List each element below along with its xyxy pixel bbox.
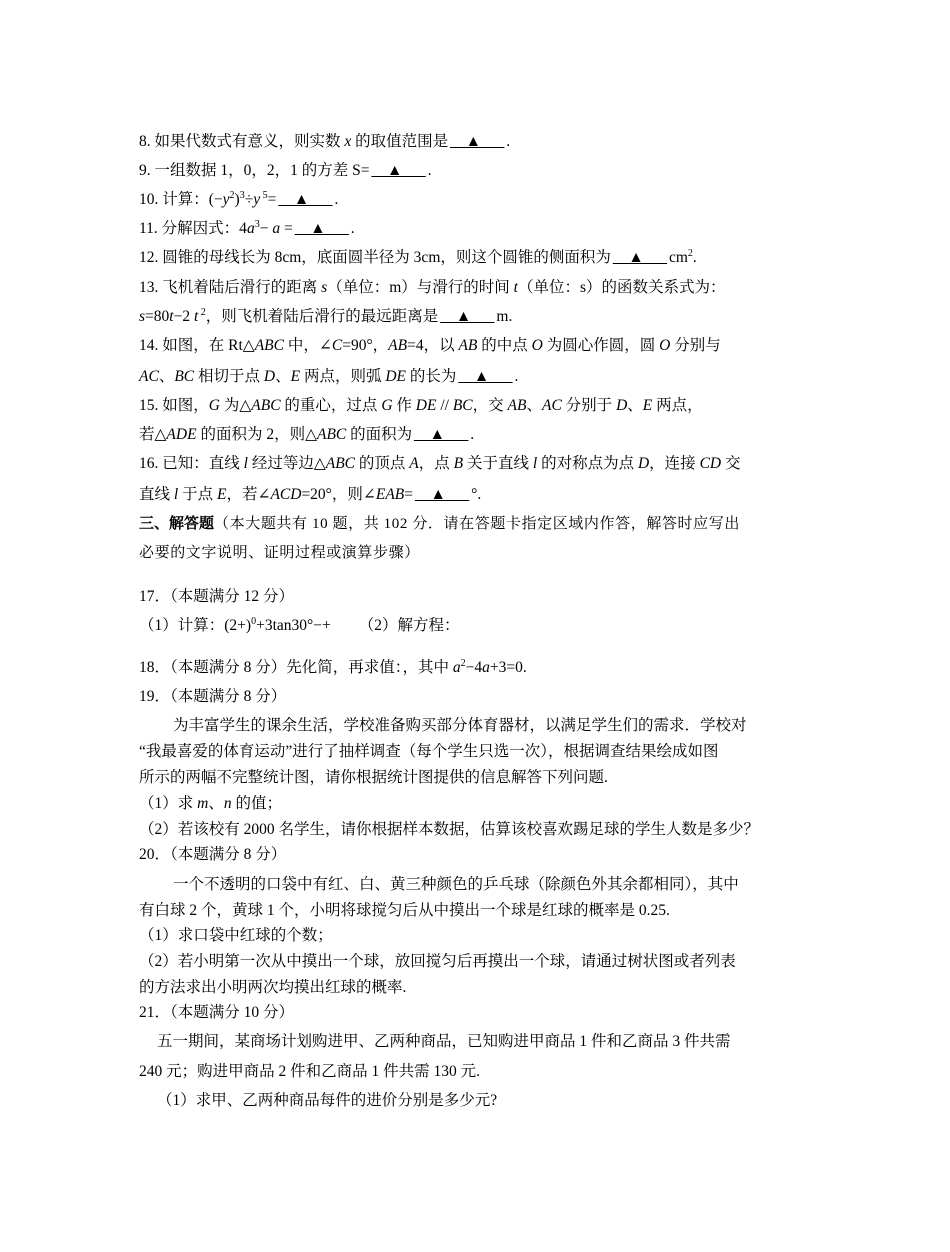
q16-text: =	[404, 486, 414, 503]
q19-var: m	[197, 795, 209, 812]
q15-var: ABC	[316, 426, 347, 443]
q19-text: （1）求	[139, 795, 198, 812]
q15-var: G	[381, 397, 393, 414]
q8-var: x	[344, 133, 352, 150]
answer-blank: __▲___	[278, 191, 333, 208]
q13-var: t	[513, 279, 518, 296]
q15-text: 、	[627, 397, 643, 414]
q15-text: 分别于	[561, 397, 617, 414]
q15-end: .	[470, 426, 475, 443]
q19-text: 的值；	[231, 795, 282, 812]
q16-end: °.	[471, 486, 482, 503]
q10-var: y	[253, 191, 261, 208]
question-13-line2	[139, 307, 512, 327]
q14-text: 的中点	[477, 337, 532, 354]
q13-text: ，则飞机着陆后滑行的最远距离是	[205, 308, 439, 325]
answer-blank: __▲___	[440, 308, 495, 325]
answer-blank: __▲___	[294, 220, 349, 237]
q15-text: 若△	[139, 426, 167, 443]
q16-text: ，若∠	[226, 486, 271, 503]
question-15-line1	[139, 396, 703, 416]
q15-text: 的面积为	[346, 426, 413, 443]
q13-var: t	[169, 308, 174, 325]
q10-text: =	[267, 191, 277, 208]
q9-text: 9. 一组数据 1，0，2，1 的方差 S=	[139, 162, 370, 179]
q20-sub2: 的方法求出小明两次均摸出红球的概率.	[139, 979, 407, 996]
q10-var: y	[222, 191, 230, 208]
q10-exp: 2	[229, 190, 235, 201]
q15-text: 的重心，过点	[280, 397, 382, 414]
q14-var: AB	[458, 337, 478, 354]
q8-text: 8. 如果代数式有意义，则实数	[139, 133, 345, 150]
q8-text-post: 的取值范围是	[351, 133, 449, 150]
q18-var: a	[452, 659, 461, 676]
q19-para: 所示的两幅不完整统计图，请你根据统计图提供的信息解答下列问题.	[139, 769, 608, 786]
q13-var: s	[139, 308, 146, 325]
q15-text: 15. 如图，	[139, 397, 209, 414]
q8-end: .	[506, 133, 511, 150]
q13-var: s	[321, 279, 328, 296]
question-21-header: 21．（本题满分 10 分）	[139, 1004, 295, 1021]
q15-var: DE	[415, 397, 437, 414]
q13-exp: 2	[198, 307, 206, 318]
q15-var: ADE	[166, 426, 197, 443]
answer-blank: __▲___	[371, 162, 426, 179]
q21-para: 五一期间，某商场计划购进甲、乙两种商品，已知购进甲商品 1 件和乙商品 3 件共需	[157, 1033, 731, 1050]
q14-var: E	[290, 368, 301, 385]
q16-var: CD	[699, 455, 722, 472]
q16-var: l	[173, 486, 179, 503]
q16-text: ，连接	[649, 455, 700, 472]
q12-unit: cm	[668, 249, 688, 266]
section-3-desc-line2	[139, 543, 420, 563]
q14-text: 中，∠	[283, 337, 332, 354]
q10-text: )	[234, 191, 240, 208]
q19-sub2: （2）若该校有 2000 名学生，请你根据样本数据，估算该校喜欢踢足球的学生人数是多少？	[139, 821, 760, 838]
q13-text: （单位：s）的函数关系式为：	[517, 279, 726, 296]
q14-text: =4，以	[407, 337, 459, 354]
q15-text: 作	[392, 397, 416, 414]
q13-text: 13. 飞机着陆后滑行的距离	[139, 279, 322, 296]
q14-var: O	[531, 337, 543, 354]
q9-end: .	[427, 162, 432, 179]
q13-text: −2	[173, 308, 194, 325]
q19-text: 、	[208, 795, 224, 812]
answer-blank: __▲___	[415, 486, 470, 503]
q11-end: .	[350, 220, 355, 237]
q16-text: 经过等边△	[247, 455, 326, 472]
q16-text: =20°，则∠	[301, 486, 376, 503]
q13-text: （单位：m）与滑行的时间	[327, 279, 514, 296]
question-14-line2	[139, 367, 518, 387]
q19-sub1	[139, 794, 282, 814]
q14-text: 相切于点	[194, 368, 264, 385]
q14-text: 14. 如图，在 Rt△	[139, 337, 255, 354]
question-18	[139, 658, 527, 678]
question-19-header: 19．（本题满分 8 分）	[139, 688, 287, 705]
q18-var: a	[482, 659, 490, 676]
q11-var: a	[246, 220, 255, 237]
q20-sub1: （1）求口袋中红球的个数；	[139, 927, 333, 944]
q16-text: 的顶点	[355, 455, 410, 472]
q15-var: AB	[507, 397, 527, 414]
q11-var: a	[272, 220, 281, 237]
q14-var: C	[331, 337, 343, 354]
q16-text: 交	[721, 455, 741, 472]
q15-text: //	[436, 397, 453, 414]
q16-var: l	[532, 455, 538, 472]
question-15-line2	[139, 425, 474, 445]
question-11	[139, 219, 355, 239]
q16-text: 16. 已知：直线	[139, 455, 244, 472]
question-20-header: 20．（本题满分 8 分）	[139, 846, 287, 863]
q18-text: +3=0.	[489, 659, 527, 676]
q14-var: O	[659, 337, 671, 354]
q17-part1: +3tan30°−+	[256, 617, 331, 634]
question-14-line1	[139, 336, 721, 356]
q19-para: 为丰富学生的课余生活，学校准备购买部分体育器材，以满足学生们的需求．学校对	[173, 717, 747, 734]
q15-text: 为△	[219, 397, 252, 414]
q16-text: 直线	[139, 486, 174, 503]
q12-text: 12. 圆锥的母线长为 8cm，底面圆半径为 3cm，则这个圆锥的侧面积为	[139, 249, 611, 266]
q10-end: .	[334, 191, 339, 208]
question-17-parts	[139, 616, 459, 636]
q14-text: 两点，则弧	[300, 368, 386, 385]
q13-var: t	[193, 308, 199, 325]
q16-var: EAB	[375, 486, 405, 503]
q10-exp: 5	[260, 190, 268, 201]
answer-blank: __▲___	[612, 249, 667, 266]
q15-text: 、	[526, 397, 542, 414]
q14-var: D	[263, 368, 276, 385]
q20-para: 一个不透明的口袋中有红、白、黄三种颜色的乒乓球（除颜色外其余都相同），其中	[173, 876, 739, 893]
q11-text: −	[259, 220, 273, 237]
q15-var: G	[208, 397, 220, 414]
q16-text: 的对称点为点	[537, 455, 638, 472]
q21-para: 240 元；购进甲商品 2 件和乙商品 1 件共需 130 元.	[139, 1063, 481, 1080]
q10-text: 10. 计算：(−	[139, 191, 223, 208]
q12-exp: 2	[687, 248, 693, 259]
q20-para: 有白球 2 个，黄球 1 个，小明将球搅匀后从中摸出一个球是红球的概率是 0.25.	[139, 902, 670, 919]
q21-sub1: （1）求甲、乙两种商品每件的进价分别是多少元?	[157, 1092, 498, 1109]
q14-text: 分别与	[670, 337, 721, 354]
q10-text: ÷	[244, 191, 254, 208]
q16-var: l	[243, 455, 248, 472]
question-16-line2	[139, 485, 481, 505]
q14-text: 、	[275, 368, 291, 385]
q18-exp: 2	[460, 658, 466, 669]
section-desc: 必要的文字说明、证明过程或演算步骤）	[139, 545, 420, 561]
answer-blank: __▲___	[450, 133, 505, 150]
q14-var: DE	[385, 368, 407, 385]
q16-text: 关于直线	[463, 455, 533, 472]
answer-blank: __▲___	[414, 426, 469, 443]
question-8	[139, 132, 510, 152]
q14-var: BC	[174, 368, 195, 385]
section-desc: （本大题共有 10 题，共 102 分．请在答题卡指定区域内作答，解答时应写出	[214, 516, 740, 532]
q10-exp: 3	[239, 190, 245, 201]
q15-text: 两点，	[652, 397, 703, 414]
q15-var: AC	[541, 397, 562, 414]
q16-var: B	[453, 455, 464, 472]
question-10	[139, 190, 338, 210]
q15-text: 的面积为 2，则△	[196, 426, 317, 443]
q16-var: A	[409, 455, 419, 472]
q14-var: ABC	[254, 337, 284, 354]
q14-var: AC	[139, 368, 159, 385]
q14-text: 为圆心作圆，圆	[542, 337, 660, 354]
q14-var: AB	[388, 337, 408, 354]
q14-text: 的长为	[406, 368, 457, 385]
question-9	[139, 161, 431, 181]
q17-exp: 0	[251, 616, 257, 627]
q15-var: BC	[452, 397, 473, 414]
q12-end: .	[692, 249, 697, 266]
q16-var: E	[216, 486, 227, 503]
q13-end: m.	[496, 308, 513, 325]
q19-var: n	[223, 795, 232, 812]
question-13-line1	[139, 278, 725, 298]
q18-text: 18．（本题满分 8 分）先化简，再求值：，其中	[139, 659, 453, 676]
q15-var: E	[642, 397, 653, 414]
q16-text: 于点	[178, 486, 217, 503]
question-16-line1	[139, 454, 741, 474]
q15-var: D	[616, 397, 628, 414]
q15-text: ，交	[472, 397, 508, 414]
q13-text: =80	[145, 308, 170, 325]
q16-text: ，点	[418, 455, 454, 472]
section-title: 三、解答题	[139, 516, 215, 532]
q11-text: =	[280, 220, 293, 237]
q18-text: −4	[465, 659, 483, 676]
answer-blank: __▲___	[458, 368, 513, 385]
q17-part1: （1）计算：(2+)	[139, 617, 252, 634]
question-17-header: 17．（本题满分 12 分）	[139, 588, 295, 605]
q11-text: 11. 分解因式：4	[139, 220, 247, 237]
q14-end: .	[514, 368, 519, 385]
q19-para: “我最喜爱的体育运动”进行了抽样调查（每个学生只选一次），根据调查结果绘成如图	[139, 743, 719, 760]
section-3-header	[139, 514, 740, 534]
question-12	[139, 248, 697, 268]
q14-text: =90°，	[342, 337, 389, 354]
q16-var: D	[637, 455, 650, 472]
q16-var: ACD	[270, 486, 302, 503]
q16-var: ABC	[325, 455, 356, 472]
q11-exp: 3	[254, 219, 260, 230]
q20-sub2: （2）若小明第一次从中摸出一个球，放回搅匀后再摸出一个球，请通过树状图或者列表	[139, 953, 736, 970]
q17-part2: （2）解方程：	[358, 617, 460, 634]
q14-text: 、	[158, 368, 175, 385]
q15-var: ABC	[251, 397, 281, 414]
